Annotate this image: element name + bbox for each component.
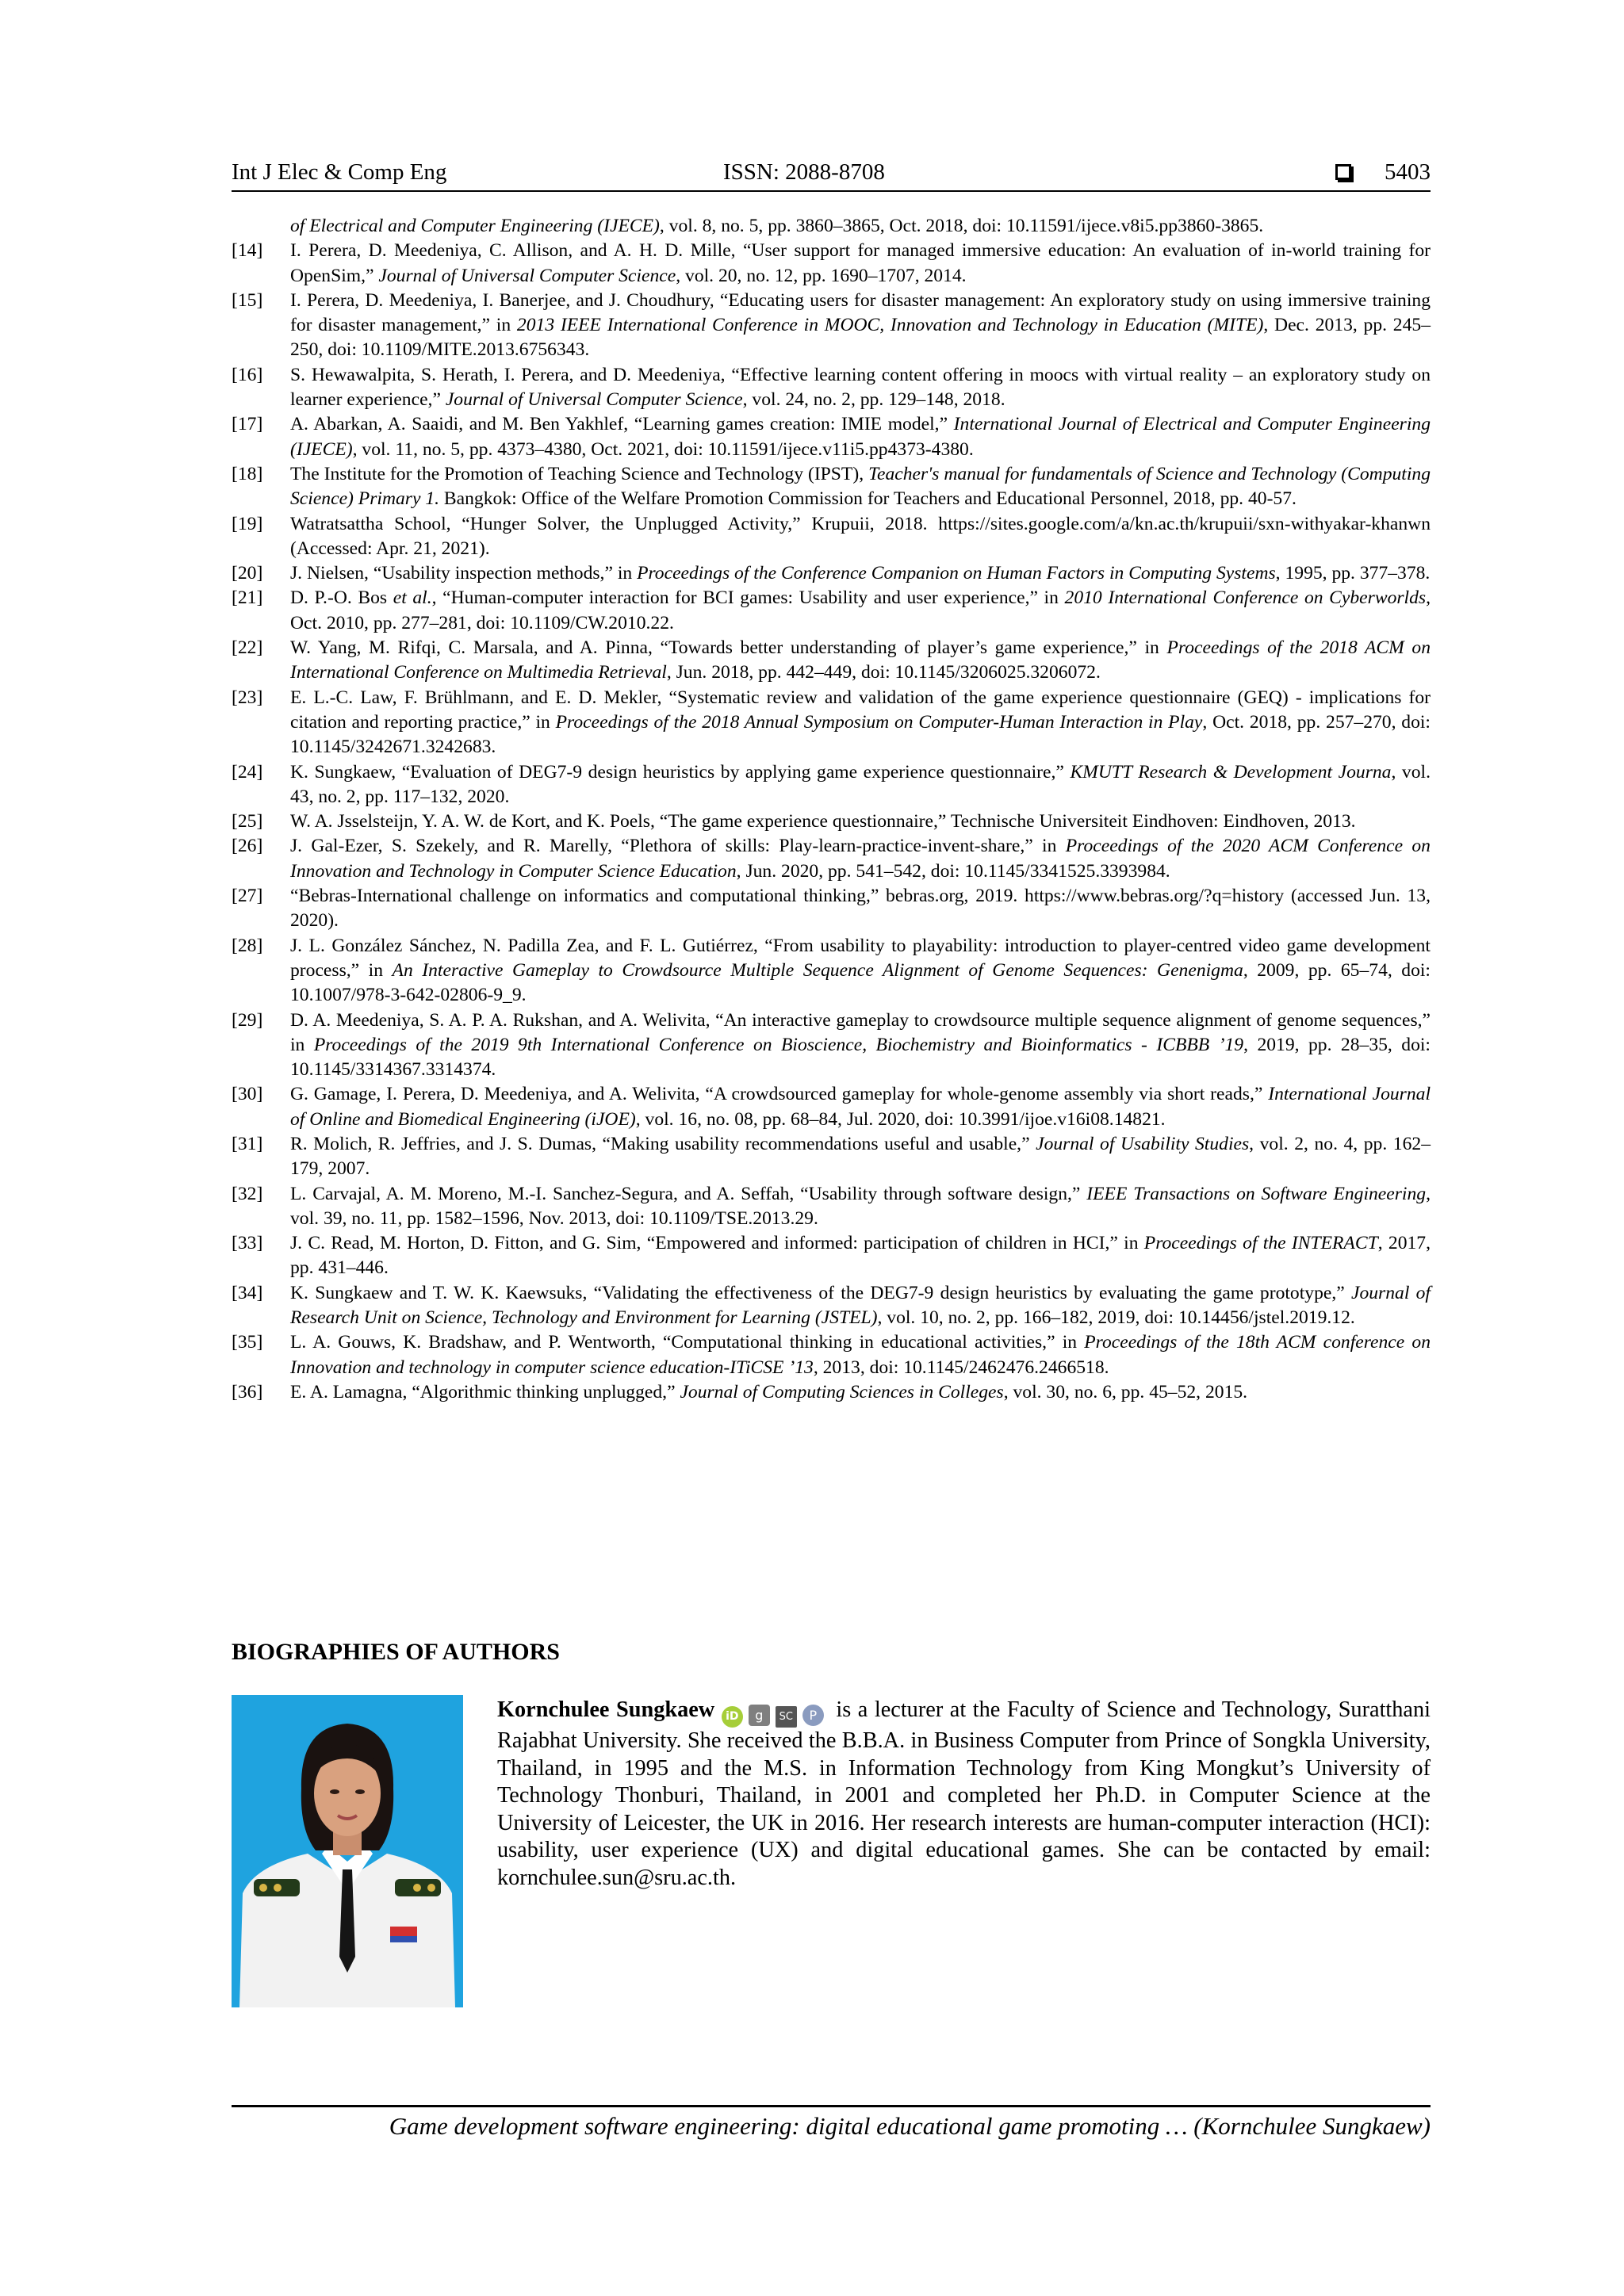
reference-text	[290, 1281, 1431, 1331]
reference-item	[232, 289, 1431, 363]
reference-segment: G. Gamage, I. Perera, D. Meedeniya, and A. Welivita, “A crowdsourced gameplay for whole-genome assembly via short reads,”	[290, 1084, 1269, 1105]
reference-item	[232, 462, 1431, 512]
reference-segment: , 1995, pp. 377–378.	[1275, 563, 1431, 584]
reference-item	[232, 412, 1431, 462]
page-number: 5403	[1385, 159, 1431, 185]
reference-number: [17]	[232, 414, 263, 435]
publons-icon[interactable]: P	[802, 1705, 824, 1726]
reference-item	[232, 834, 1431, 884]
reference-segment: L. A. Gouws, K. Bradshaw, and P. Wentworth, “Computational thinking in educational activities,” in	[290, 1332, 1085, 1353]
reference-text	[290, 884, 1431, 934]
reference-number: [32]	[232, 1183, 263, 1204]
reference-segment: , “Human-computer interaction for BCI games: Usability and user experience,” in	[431, 587, 1065, 609]
reference-segment: A. Abarkan, A. Saaidi, and M. Ben Yakhlef, “Learning games creation: IMIE model,”	[290, 414, 954, 435]
reference-text	[290, 636, 1431, 686]
reference-segment: Bangkok: Office of the Welfare Promotion Commission for Teachers and Educational Personnel, 2018, pp. 40-57.	[439, 488, 1297, 510]
reference-text	[290, 686, 1431, 760]
reference-list	[232, 214, 1431, 1405]
reference-text	[290, 412, 1431, 462]
reference-number: [23]	[232, 687, 263, 708]
reference-venue: IEEE Transactions on Software Engineering	[1086, 1183, 1427, 1204]
reference-item	[232, 636, 1431, 686]
reference-number: [27]	[232, 886, 263, 907]
reference-text	[232, 214, 1431, 239]
reference-venue: International Journal of Online and Biomedical Engineering (iJOE)	[290, 1084, 1431, 1130]
reference-segment: J. Nielsen, “Usability inspection methods,” in	[290, 563, 638, 584]
reference-item	[232, 934, 1431, 1008]
reference-item	[232, 214, 1431, 239]
reference-item	[232, 239, 1431, 289]
reference-segment: K. Sungkaew, “Evaluation of DEG7-9 design heuristics by applying game experience questionnaire,”	[290, 761, 1071, 783]
reference-segment: I. Perera, D. Meedeniya, I. Banerjee, and J. Choudhury, “Educating users for disaster management: An exploratory study on using immersive training for disaster management,” in	[290, 289, 1431, 336]
reference-item	[232, 686, 1431, 760]
page-number-block	[1335, 155, 1431, 189]
reference-text	[290, 1231, 1431, 1281]
reference-item	[232, 561, 1431, 586]
reference-number: [14]	[232, 240, 263, 262]
author-portrait-image	[232, 1695, 463, 2007]
reference-segment: E. A. Lamagna, “Algorithmic thinking unplugged,”	[290, 1381, 680, 1402]
reference-segment: , 2009, pp. 65–74, doi: 10.1007/978-3-642-02806-9_9.	[290, 959, 1431, 1006]
reference-text	[290, 1082, 1431, 1132]
reference-venue: International Journal of Electrical and Computer Engineering (IJECE)	[290, 414, 1431, 460]
reference-segment: R. Molich, R. Jeffries, and J. S. Dumas, “Making usability recommendations useful and usable,”	[290, 1133, 1036, 1154]
reference-venue: Proceedings of the 2018 ACM on International Conference on Multimedia Retrieval	[290, 637, 1431, 683]
author-biography-text: is a lecturer at the Faculty of Science and Technology, Suratthani Rajabhat University. She received the B.B.A. in Business Computer from Prince of Songkla University, Thailand, in 1995 and the M.S. in Information Technology from King Mongkut’s University of Technology Thonburi, Thailand, in 2001 and completed her Ph.D. in Computer Science at the University of Leicester, the UK in 2016. Her research interests are human-computer interaction (HCI): usability, user experience (UX) and digital educational games. She can be contacted by email: kornchulee.sun@sru.ac.th.	[497, 1697, 1431, 1890]
reference-text	[290, 934, 1431, 1008]
reference-number: [21]	[232, 587, 263, 609]
reference-number: [24]	[232, 761, 263, 783]
reference-text	[290, 1330, 1431, 1380]
issn: ISSN: 2088-8708	[723, 159, 885, 185]
google-scholar-icon[interactable]: g	[749, 1705, 770, 1726]
reference-number: [19]	[232, 513, 263, 534]
reference-item	[232, 1182, 1431, 1232]
author-name: Kornchulee Sungkaew	[497, 1697, 715, 1722]
reference-segment: , 2013, doi: 10.1145/2462476.2466518.	[813, 1357, 1109, 1378]
reference-segment: E. L.-C. Law, F. Brühlmann, and E. D. Mekler, “Systematic review and validation of the game experience questionnaire (GEQ) - implications for citation and reporting practice,” in	[290, 687, 1431, 733]
reference-item	[232, 1231, 1431, 1281]
reference-text	[290, 1132, 1431, 1182]
reference-number: [25]	[232, 811, 263, 832]
reference-number: [33]	[232, 1233, 263, 1254]
reference-segment: , vol. 10, no. 2, pp. 166–182, 2019, doi: 10.14456/jstel.2019.12.	[877, 1307, 1355, 1329]
reference-venue: Proceedings of the Conference Companion on Human Factors in Computing Systems	[637, 563, 1276, 584]
reference-venue: KMUTT Research & Development Journa	[1070, 761, 1392, 783]
reference-segment: , vol. 11, no. 5, pp. 4373–4380, Oct. 2021, doi: 10.11591/ijece.v11i5.pp4373-4380.	[352, 438, 974, 460]
reference-text	[290, 586, 1431, 636]
reference-item	[232, 1281, 1431, 1331]
reference-venue: 2013 IEEE International Conference in MOOC, Innovation and Technology in Education (MITE)	[516, 315, 1264, 336]
reference-number: [15]	[232, 289, 263, 311]
reference-segment: D. A. Meedeniya, S. A. P. A. Rukshan, and A. Welivita, “An interactive gameplay to crowdsource multiple sequence alignment of genome sequences,” in	[290, 1009, 1431, 1055]
reference-text	[290, 512, 1431, 562]
author-biography	[497, 1697, 1431, 1892]
reference-segment: , vol. 20, no. 12, pp. 1690–1707, 2014.	[676, 265, 967, 286]
reference-segment: , vol. 30, no. 6, pp. 45–52, 2015.	[1003, 1381, 1248, 1402]
reference-venue: Proceedings of the 2018 Annual Symposium on Computer-Human Interaction in Play	[555, 711, 1203, 733]
reference-segment: , Oct. 2010, pp. 277–281, doi: 10.1109/CW.2010.22.	[290, 587, 1431, 633]
reference-segment: “Bebras-International challenge on informatics and computational thinking,” bebras.org, 2019. https://www.bebras.org/?q=history (accessed Jun. 13, 2020).	[290, 886, 1431, 932]
reference-segment: K. Sungkaew and T. W. K. Kaewsuks, “Validating the effectiveness of the DEG7-9 design heuristics by evaluating the game prototype,”	[290, 1282, 1351, 1303]
reference-item	[232, 884, 1431, 934]
journal-name: Int J Elec & Comp Eng	[232, 159, 447, 185]
reference-text	[290, 239, 1431, 289]
reference-text	[290, 462, 1431, 512]
running-footer: Game development software engineering: digital educational game promoting … (Kornchulee Sungkaew)	[389, 2112, 1431, 2140]
scopus-icon[interactable]: SC	[776, 1706, 797, 1728]
reference-number: [20]	[232, 563, 263, 584]
reference-number: [30]	[232, 1084, 263, 1105]
reference-segment: S. Hewawalpita, S. Herath, I. Perera, and D. Meedeniya, “Effective learning content offering in moocs with virtual reality – an exploratory study on learner experience,”	[290, 364, 1431, 411]
reference-segment: , vol. 24, no. 2, pp. 129–148, 2018.	[742, 389, 1005, 411]
reference-venue: Proceedings of the INTERACT	[1143, 1233, 1378, 1254]
reference-venue: Journal of Universal Computer Science	[445, 389, 743, 411]
biographies-heading: BIOGRAPHIES OF AUTHORS	[232, 1639, 560, 1665]
reference-number: [36]	[232, 1381, 263, 1402]
page-header	[232, 155, 1431, 189]
reference-venue: Journal of Universal Computer Science	[378, 265, 676, 286]
reference-number: [26]	[232, 836, 263, 857]
reference-item	[232, 1132, 1431, 1182]
reference-segment: J. C. Read, M. Horton, D. Fitton, and G. Sim, “Empowered and informed: participation of children in HCI,” in	[290, 1233, 1144, 1254]
reference-segment: Watratsattha School, “Hunger Solver, the Unplugged Activity,” Krupuii, 2018. https://sites.google.com/a/kn.ac.th/krupuii/sxn-withyakar-khanwn (Accessed: Apr. 21, 2021).	[290, 513, 1431, 559]
reference-segment: , vol. 2, no. 4, pp. 162–179, 2007.	[290, 1133, 1431, 1180]
reference-number: [16]	[232, 364, 263, 385]
reference-venue: 2010 International Conference on Cyberworlds	[1064, 587, 1427, 609]
reference-text	[290, 1182, 1431, 1232]
reference-item	[232, 363, 1431, 413]
reference-text	[290, 561, 1431, 586]
reference-segment: L. Carvajal, A. M. Moreno, M.-I. Sanchez-Segura, and A. Seffah, “Usability through software design,”	[290, 1183, 1087, 1204]
reference-segment: J. L. González Sánchez, N. Padilla Zea, and F. L. Gutiérrez, “From usability to playability: introduction to player-centred video game development process,” in	[290, 935, 1431, 981]
reference-segment: , vol. 8, no. 5, pp. 3860–3865, Oct. 2018, doi: 10.11591/ijece.v8i5.pp3860-3865.	[659, 216, 1264, 236]
reference-venue: Teacher's manual for fundamentals of Science and Technology (Computing Science) Primary 1.	[290, 463, 1431, 510]
reference-segment: , Jun. 2018, pp. 442–449, doi: 10.1145/3206025.3206072.	[666, 662, 1101, 683]
reference-text	[290, 760, 1431, 810]
reference-text	[290, 809, 1431, 834]
reference-segment: , vol. 43, no. 2, pp. 117–132, 2020.	[290, 761, 1431, 807]
reference-segment: D. P.-O. Bos	[290, 587, 393, 609]
reference-segment: , 2017, pp. 431–446.	[290, 1233, 1431, 1279]
reference-number: [31]	[232, 1133, 263, 1154]
reference-segment: , Oct. 2018, pp. 257–270, doi: 10.1145/3242671.3242683.	[290, 711, 1431, 758]
square-icon	[1335, 164, 1351, 180]
reference-segment: , vol. 39, no. 11, pp. 1582–1596, Nov. 2013, doi: 10.1109/TSE.2013.29.	[290, 1183, 1431, 1229]
reference-venue: of Electrical and Computer Engineering (IJECE)	[290, 216, 660, 236]
reference-number: [18]	[232, 463, 263, 484]
reference-number: [34]	[232, 1282, 263, 1303]
reference-segment: , Dec. 2013, pp. 245–250, doi: 10.1109/MITE.2013.6756343.	[290, 315, 1431, 361]
reference-venue: Proceedings of the 18th ACM conference on Innovation and technology in computer science education-ITiCSE ’13	[290, 1332, 1431, 1378]
reference-text	[290, 1008, 1431, 1083]
reference-venue: et al.	[393, 587, 432, 609]
reference-segment: , Jun. 2020, pp. 541–542, doi: 10.1145/3341525.3393984.	[736, 860, 1170, 882]
author-photo	[232, 1695, 463, 2007]
reference-item	[232, 1380, 1431, 1405]
reference-text	[290, 1380, 1431, 1405]
reference-venue: Journal of Research Unit on Science, Technology and Environment for Learning (JSTEL)	[290, 1282, 1431, 1329]
reference-item	[232, 809, 1431, 834]
reference-item	[232, 1330, 1431, 1380]
reference-venue: Proceedings of the 2019 9th International Conference on Bioscience, Biochemistry and Bioinformatics - ICBBB ’19	[313, 1034, 1244, 1055]
reference-item	[232, 1082, 1431, 1132]
orcid-icon[interactable]: iD	[722, 1706, 743, 1728]
reference-item	[232, 760, 1431, 810]
footer-divider	[232, 2105, 1431, 2107]
reference-segment: The Institute for the Promotion of Teaching Science and Technology (IPST),	[290, 463, 869, 484]
reference-item	[232, 512, 1431, 562]
reference-text	[290, 363, 1431, 413]
reference-text	[290, 289, 1431, 363]
header-divider	[232, 190, 1431, 192]
reference-text	[290, 834, 1431, 884]
reference-venue: Journal of Usability Studies	[1036, 1133, 1250, 1154]
reference-item	[232, 1008, 1431, 1083]
reference-item	[232, 586, 1431, 636]
reference-number: [28]	[232, 935, 263, 956]
reference-segment: W. A. Jsselsteijn, Y. A. W. de Kort, and K. Poels, “The game experience questionnaire,” Technische Universiteit Eindhoven: Eindhoven, 2013.	[290, 811, 1356, 832]
reference-segment: , 2019, pp. 28–35, doi: 10.1145/3314367.3314374.	[290, 1034, 1431, 1081]
reference-venue: An Interactive Gameplay to Crowdsource Multiple Sequence Alignment of Genome Sequences: Genenigma	[392, 959, 1243, 981]
reference-venue: Proceedings of the 2020 ACM Conference on Innovation and Technology in Computer Science Education	[290, 836, 1431, 882]
reference-segment: , vol. 16, no. 08, pp. 68–84, Jul. 2020, doi: 10.3991/ijoe.v16i08.14821.	[635, 1108, 1166, 1130]
reference-segment: I. Perera, D. Meedeniya, C. Allison, and A. H. D. Mille, “User support for managed immersive education: An evaluation of in-world training for OpenSim,”	[290, 240, 1431, 286]
reference-number: [29]	[232, 1009, 263, 1031]
reference-number: [35]	[232, 1332, 263, 1353]
reference-segment: J. Gal-Ezer, S. Szekely, and R. Marelly, “Plethora of skills: Play-learn-practice-invent-share,” in	[290, 836, 1066, 857]
reference-venue: Journal of Computing Sciences in Colleges	[680, 1381, 1004, 1402]
reference-number: [22]	[232, 637, 263, 659]
reference-segment: W. Yang, M. Rifqi, C. Marsala, and A. Pinna, “Towards better understanding of player’s game experience,” in	[290, 637, 1167, 659]
